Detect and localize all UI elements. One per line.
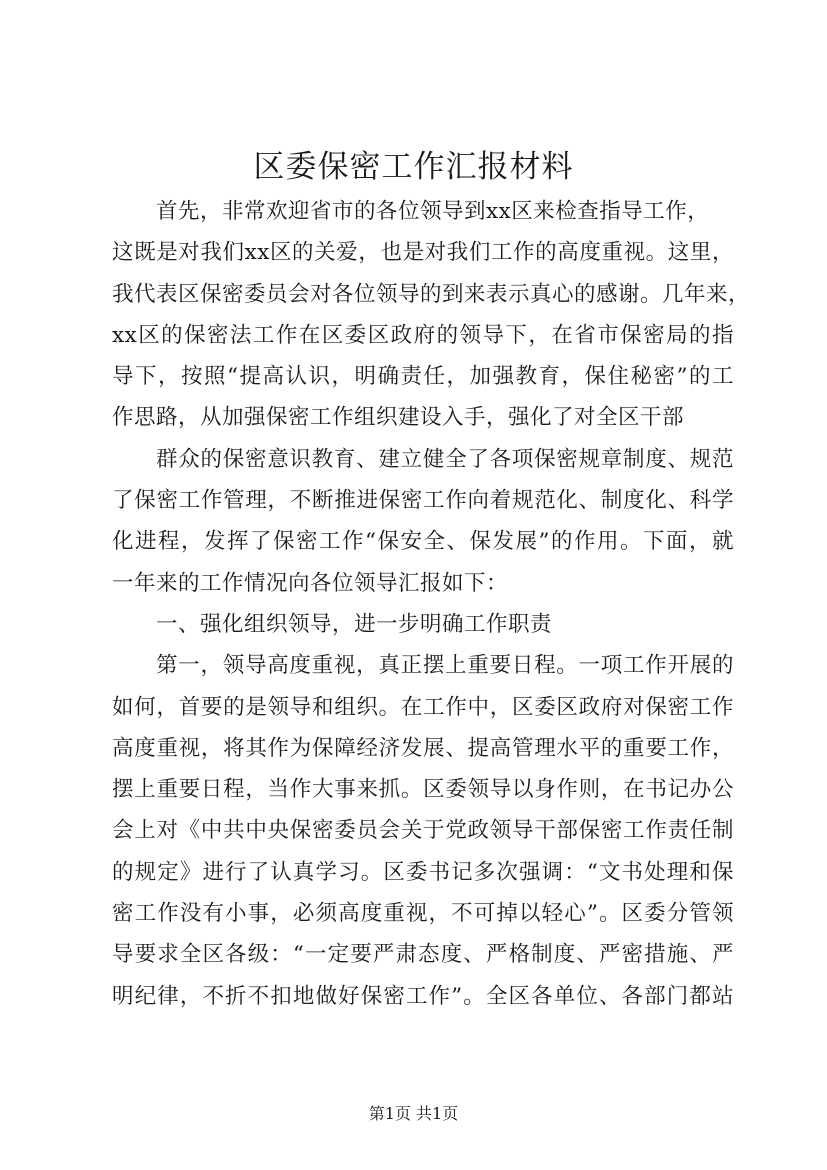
body-line: 第一，领导高度重视，真正摆上重要日程。一项工作开展的	[156, 653, 734, 679]
body-line: 明纪律，不折不扣地做好保密工作”。全区各单位、各部门都站	[112, 983, 734, 1009]
body-line: 摆上重要日程，当作大事来抓。区委领导以身作则，在书记办公	[112, 777, 734, 803]
body-line: 一年来的工作情况向各位领导汇报如下：	[112, 570, 509, 596]
body-line: 会上对《中共中央保密委员会关于党政领导干部保密工作责任制	[112, 818, 734, 844]
body-line: 群众的保密意识教育、建立健全了各项保密规章制度、规范	[156, 446, 734, 472]
body-line: 化进程，发挥了保密工作“保安全、保发展”的作用。下面，就	[112, 529, 734, 555]
section-heading: 一、强化组织领导，进一步明确工作职责	[156, 611, 553, 637]
body-line: 首先，非常欢迎省市的各位领导到xx区来检查指导工作，	[156, 199, 710, 224]
body-line: 密工作没有小事，必须高度重视，不可掉以轻心”。区委分管领	[112, 901, 734, 927]
body-line: 这既是对我们xx区的关爱，也是对我们工作的高度重视。这里，	[112, 240, 734, 266]
body-line: 了保密工作管理，不断推进保密工作向着规范化、制度化、科学	[112, 488, 734, 514]
body-line: 导要求全区各级：“一定要严肃态度、严格制度、严密措施、严	[112, 942, 734, 968]
body-line: 高度重视，将其作为保障经济发展、提高管理水平的重要工作，	[112, 735, 734, 761]
body-line: 作思路，从加强保密工作组织建设入手，强化了对全区干部	[112, 405, 685, 431]
document-body	[112, 191, 751, 1017]
document-title: 区委保密工作汇报材料	[253, 149, 574, 185]
body-line: 导下，按照“提高认识，明确责任，加强教育，保住秘密”的工	[112, 364, 734, 390]
body-line: 我代表区保密委员会对各位领导的到来表示真心的感谢。几年来，	[112, 281, 751, 307]
body-line: 的规定》进行了认真学习。区委书记多次强调：“文书处理和保	[112, 859, 734, 885]
body-line: 如何，首要的是领导和组织。在工作中，区委区政府对保密工作	[112, 694, 734, 720]
page-footer: 第1页 共1页	[368, 1104, 459, 1123]
body-line: xx区的保密法工作在区委区政府的领导下，在省市保密局的指	[112, 322, 734, 348]
